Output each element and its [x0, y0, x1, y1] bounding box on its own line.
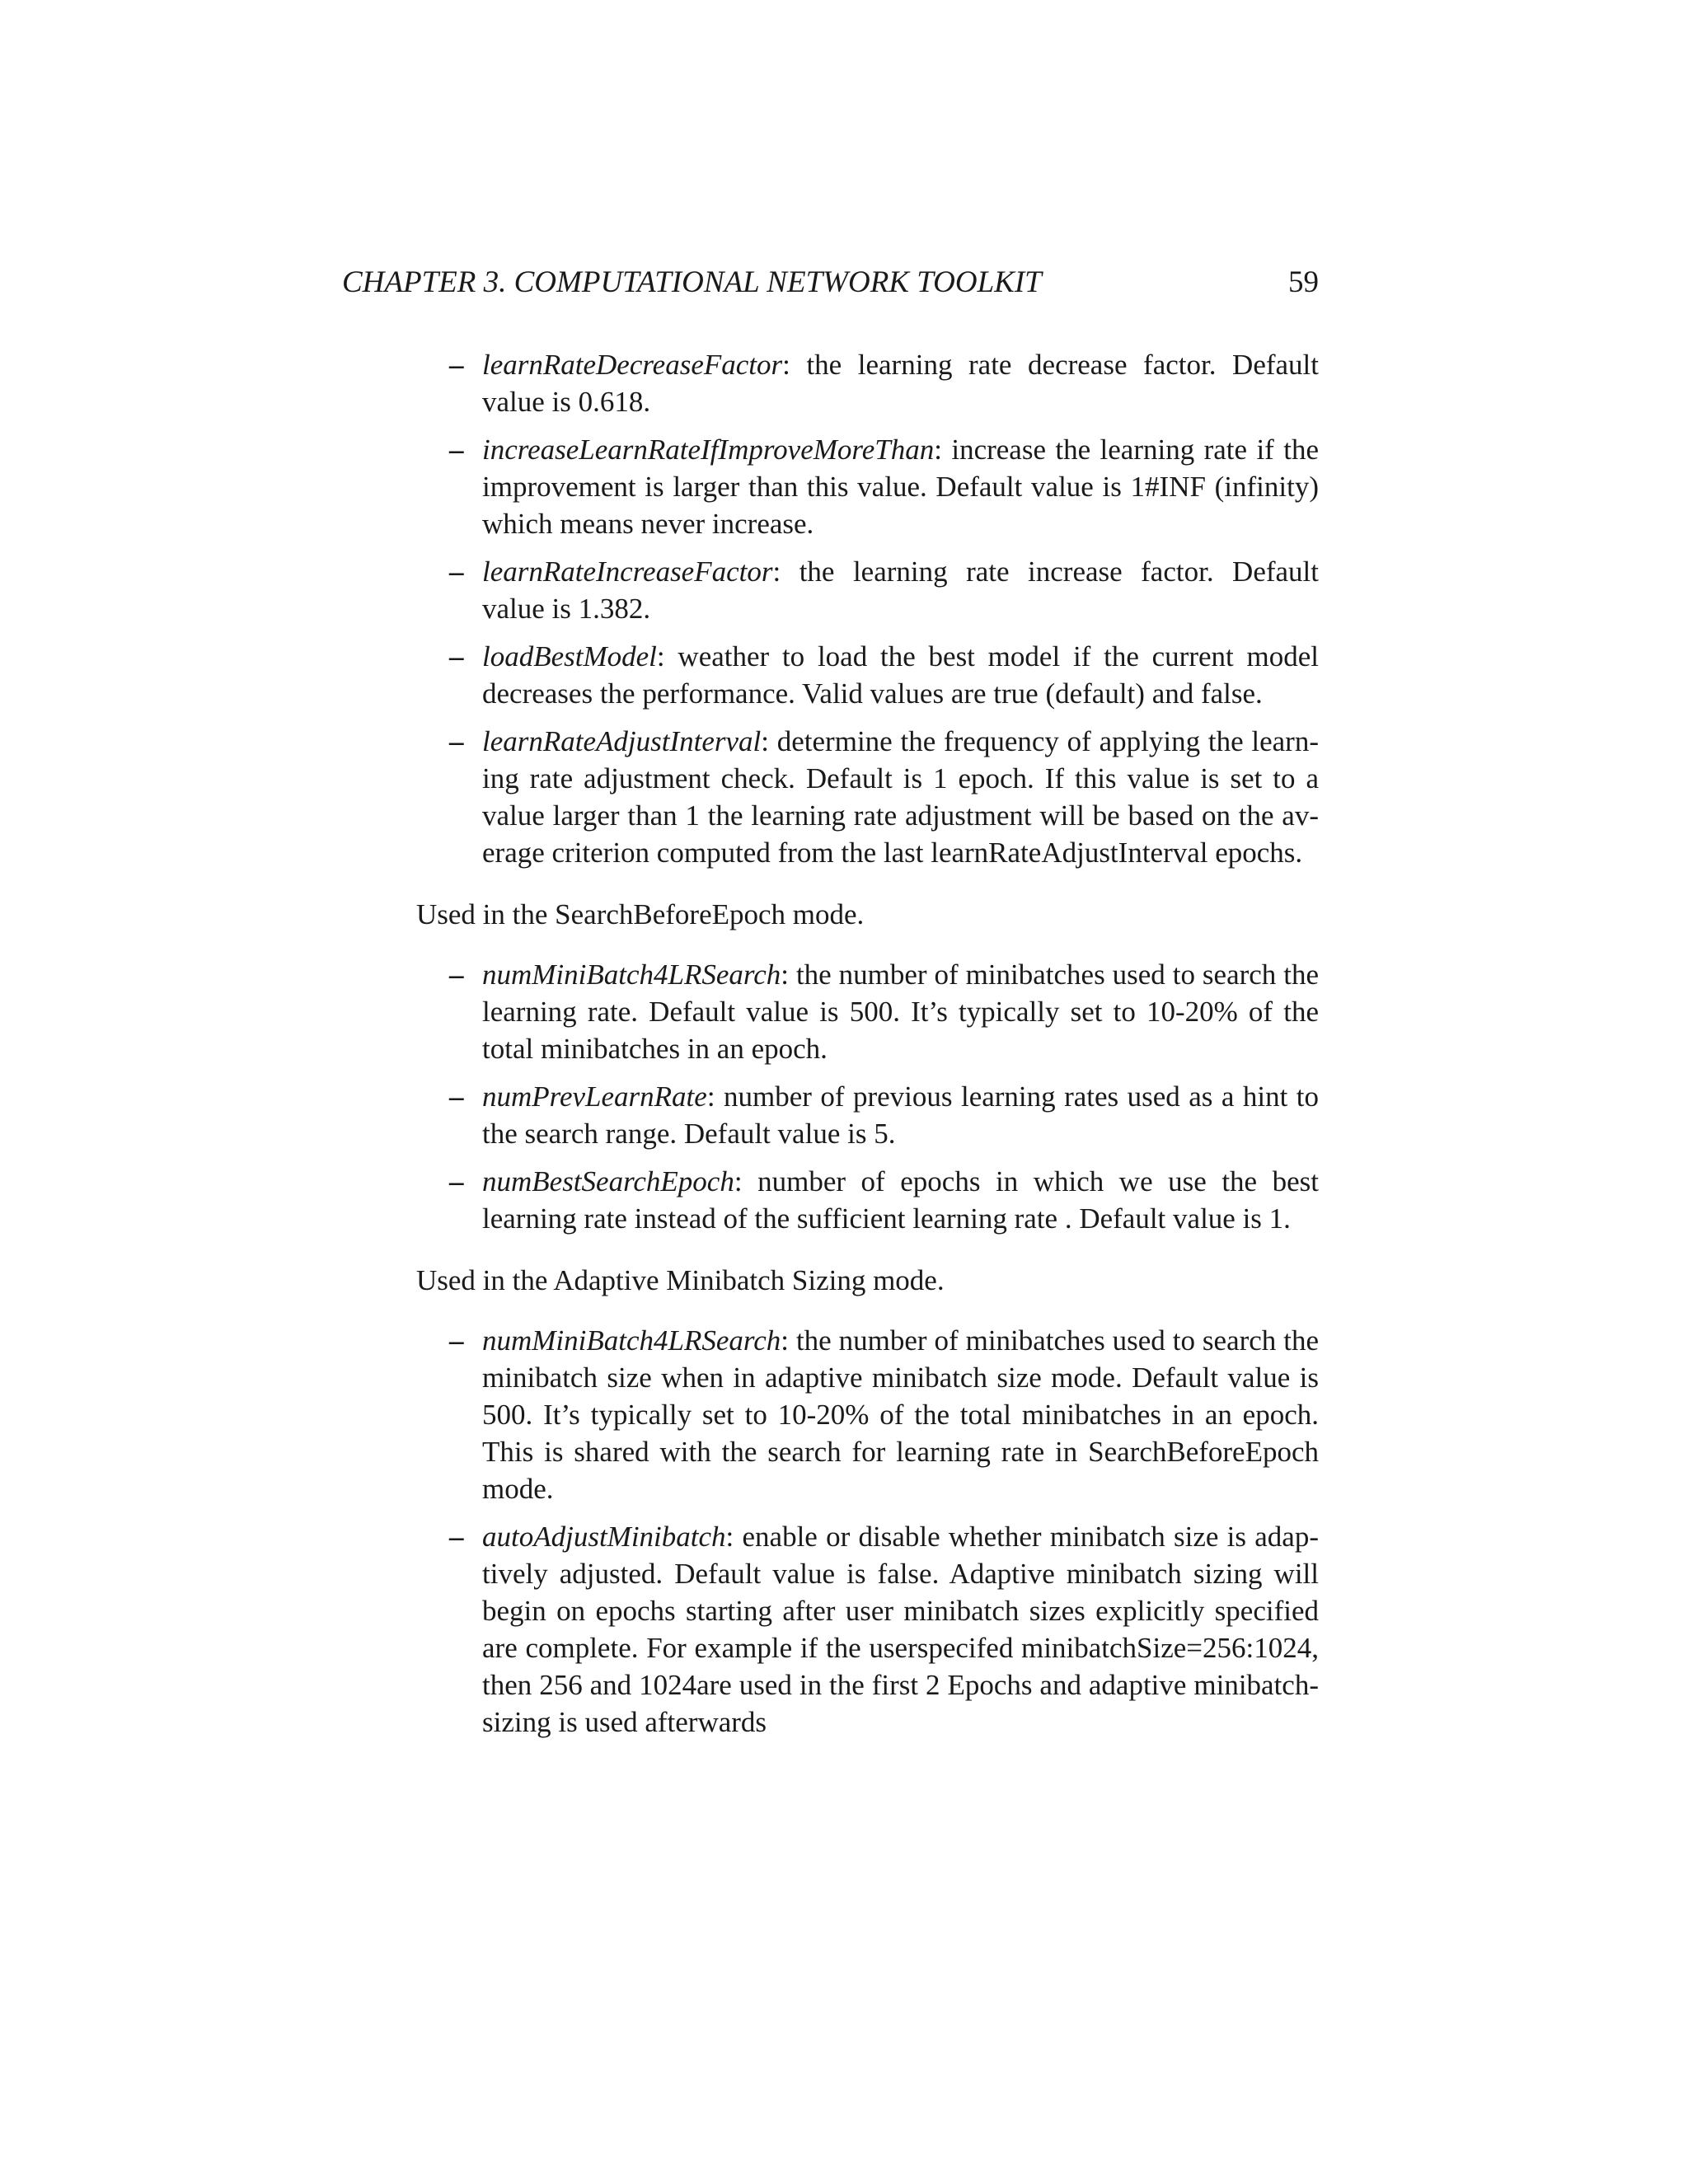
list-dash: – [449, 1521, 464, 1553]
parameter-description: the learning rate increase factor. Default value is 1.382. [482, 555, 1320, 625]
list-dash: – [449, 640, 464, 673]
list-dash: – [449, 1080, 464, 1113]
list-item: – autoAdjustMinibatch: enable or disable whether minibatch size is adaptively adjusted. Default value is false. Adaptive minibatch sizing will begin on epochs starting after user minibatch sizes explicitly specified are complete. For example if the userspecifed minibatchSize=256:1024, then 256 and 1024are used in the first 2 Epochs and adaptive minibatchsizing is used afterwards [482, 1518, 1319, 1741]
parameter-name: autoAdjustMinibatch [482, 1521, 726, 1553]
list-item: – learnRateAdjustInterval: determine the frequency of applying the learning rate adjustment check. Default is 1 epoch. If this value is set to a value larger than 1 the learning rate adjustment will be based on the average criterion computed from the last learnRateAdjustInterval epochs. [482, 723, 1319, 871]
parameter-name: increaseLearnRateIfImproveMoreThan [482, 434, 935, 466]
parameter-description: number of previous learning rates used as a hint to the search range. Default value is 5. [482, 1080, 1319, 1150]
parameter-description: enable or disable whether minibatch size is adaptively adjusted. Default value is false. Adaptive minibatch sizing will begin on epochs starting after user minibatch sizes explicitly specified are complete. For example if the userspecifed minibatchSize=256:1024, then 256 and 1024are used in the first 2 Epochs and adaptive minibatchsizing is used afterwards [482, 1521, 1319, 1738]
parameter-description: increase the learning rate if the improvement is larger than this value. Default value is 1#INF (infinity) which means never increase. [482, 434, 1319, 540]
list-dash: – [449, 434, 464, 466]
parameter-description: determine the frequency of applying the learning rate adjustment check. Default is 1 epoch. If this value is set to a value larger than 1 the learning rate adjustment will be based on the average criterion computed from the last learnRateAdjustInterval epochs. [482, 725, 1319, 869]
list-item: – numMiniBatch4LRSearch: the number of minibatches used to search the minibatch size when in adaptive minibatch size mode. Default value is 500. It’s typically set to 10-20% of the total minibatches in an epoch. This is shared with the search for learning rate in SearchBeforeEpoch mode. [482, 1322, 1319, 1507]
list-item: – numMiniBatch4LRSearch: the number of minibatches used to search the learning rate. Default value is 500. It’s typically set to 10-20% of the total minibatches in an epoch. [482, 956, 1319, 1067]
list-dash: – [449, 1324, 464, 1357]
list-item: – learnRateDecreaseFactor: the learning rate decrease factor. Default value is 0.618. [482, 346, 1319, 420]
parameter-list-learning-rate [416, 346, 1319, 871]
parameter-name: learnRateAdjustInterval [482, 725, 762, 757]
parameter-description: the number of minibatches used to search the minibatch size when in adaptive minibatch size mode. Default value is 500. It’s typically set to 10-20% of the total minibatches in an epoch. This is shared with the search for learning rate in SearchBeforeEpoch mode. [482, 1324, 1319, 1505]
list-dash: – [449, 1165, 464, 1197]
parameter-list-search-before-epoch [416, 956, 1319, 1237]
list-dash: – [449, 349, 464, 381]
list-item: – loadBestModel: weather to load the best model if the current model decreases the performance. Valid values are true (default) and false. [482, 638, 1319, 712]
list-dash: – [449, 958, 464, 991]
list-item: – increaseLearnRateIfImproveMoreThan: increase the learning rate if the improvement is larger than this value. Default value is 1#INF (infinity) which means never increase. [482, 431, 1319, 542]
parameter-list-adaptive-minibatch [416, 1322, 1319, 1741]
parameter-name: loadBestModel [482, 640, 657, 673]
list-dash: – [449, 555, 464, 588]
parameter-name: learnRateIncreaseFactor [482, 555, 773, 588]
running-header [342, 262, 1319, 303]
chapter-title: CHAPTER 3. COMPUTATIONAL NETWORK TOOLKIT [342, 265, 1042, 299]
parameter-name: numMiniBatch4LRSearch [482, 1324, 781, 1357]
list-item: – numBestSearchEpoch: number of epochs in which we use the best learning rate instead of the sufficient learning rate . Default value is 1. [482, 1163, 1319, 1237]
section-intro-adaptive-minibatch: Used in the Adaptive Minibatch Sizing mode. [416, 1264, 945, 1296]
parameter-name: learnRateDecreaseFactor [482, 349, 783, 381]
parameter-description: the number of minibatches used to search the learning rate. Default value is 500. It’s typically set to 10-20% of the total minibatches in an epoch. [482, 958, 1319, 1065]
parameter-name: numMiniBatch4LRSearch [482, 958, 781, 991]
parameter-name: numPrevLearnRate [482, 1080, 707, 1113]
list-item: – numPrevLearnRate: number of previous learning rates used as a hint to the search range. Default value is 5. [482, 1078, 1319, 1152]
page-number: 59 [1288, 265, 1319, 299]
parameter-description: number of epochs in which we use the best learning rate instead of the sufficient learning rate . Default value is 1. [482, 1165, 1319, 1235]
section-intro-search-before-epoch: Used in the SearchBeforeEpoch mode. [416, 898, 865, 930]
page-body [416, 346, 1319, 1751]
list-dash: – [449, 725, 464, 757]
parameter-description: the learning rate decrease factor. Default value is 0.618. [482, 349, 1319, 418]
list-item: – learnRateIncreaseFactor: the learning rate increase factor. Default value is 1.382. [482, 553, 1319, 627]
parameter-name: numBestSearchEpoch [482, 1165, 734, 1197]
parameter-description: weather to load the best model if the current model decreases the performance. Valid values are true (default) and false. [482, 640, 1319, 710]
